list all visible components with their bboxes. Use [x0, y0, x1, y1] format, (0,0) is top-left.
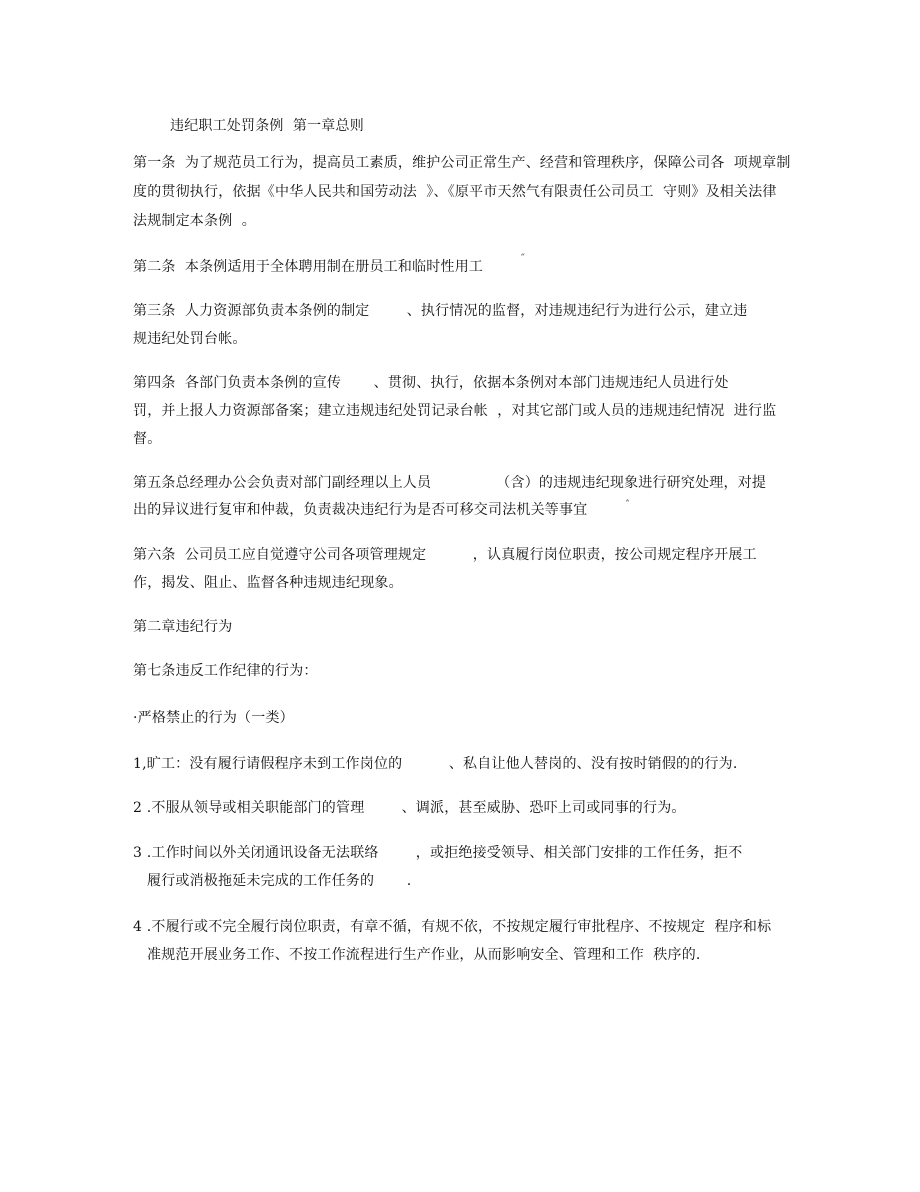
text-line: 第五条总经理办公会负责对部门副经理以上人员 （含）的违规违纪现象进行研究处理，对提	[133, 475, 767, 491]
article-7-heading: 第七条违反工作纪律的行为：	[133, 663, 318, 679]
text-line: 第二条 本条例适用于全体聘用制在册员工和临时性用工	[133, 259, 484, 275]
text-line: 罚，并上报人力资源部备案；建立违规违纪处罚记录台帐 ，对其它部门或人员的违规违纪情况 进行监	[133, 403, 777, 419]
text-line: 督。	[133, 431, 162, 447]
text-line: 3 .工作时间以外关闭通讯设备无法联络 ，或拒绝接受领导、相关部门安排的工作任务，拒不	[133, 845, 743, 861]
text-line: 作，揭发、阻止、监督各种违规违纪现象。	[133, 575, 403, 591]
list-item: 2 .不服从领导或相关职能部门的管理 、调派，甚至威胁、恐吓上司或同事的行为。	[133, 800, 686, 816]
text-line: 出的异议进行复审和仲裁，负责裁决违纪行为是否可移交司法机关等事宜	[133, 502, 588, 518]
stray-mark: ˝	[520, 254, 525, 265]
text-line: 第六条 公司员工应自觉遵守公司各项管理规定 ，认真履行岗位职责，按公司规定程序开展工	[133, 547, 757, 563]
chapter-heading: 第二章违纪行为	[133, 619, 233, 635]
text-line: 第三条 人力资源部负责本条例的制定 、执行情况的监督，对违规违纪行为进行公示，建立违	[133, 303, 748, 319]
text-line: 度的贯彻执行，依据《中华人民共和国劳动法 》、《原平市天然气有限责任公司员工 守则》及相关法律	[133, 184, 777, 200]
text-line: 准规范开展业务工作、不按工作流程进行生产作业，从而影响安全、管理和工作 秩序的.	[147, 947, 701, 963]
text-line: 第一条 为了规范员工行为，提高员工素质，维护公司正常生产、经营和管理秩序，保障公司各 项规章制	[133, 155, 791, 171]
stray-mark: ˆ	[625, 500, 630, 511]
text-line: 第四条 各部门负责本条例的宣传 、贯彻、执行，依据本条例对本部门违规违纪人员进行处	[133, 375, 729, 391]
text-line: 4 .不履行或不完全履行岗位职责，有章不循，有规不依，不按规定履行审批程序、不按规定 程序和标	[133, 919, 772, 935]
document-title: 违纪职工处罚条例 第一章总则	[170, 118, 364, 134]
text-line: 法规制定本条例 。	[133, 213, 256, 229]
text-line: 履行或消极拖延未完成的工作任务的 .	[147, 873, 412, 889]
text-line: 规违纪处罚台帐。	[133, 331, 247, 347]
list-item: 1,旷工：没有履行请假程序未到工作岗位的 、私自让他人替岗的、没有按时销假的的行为.	[133, 756, 738, 772]
category-heading: ·严格禁止的行为（一类）	[133, 710, 294, 726]
